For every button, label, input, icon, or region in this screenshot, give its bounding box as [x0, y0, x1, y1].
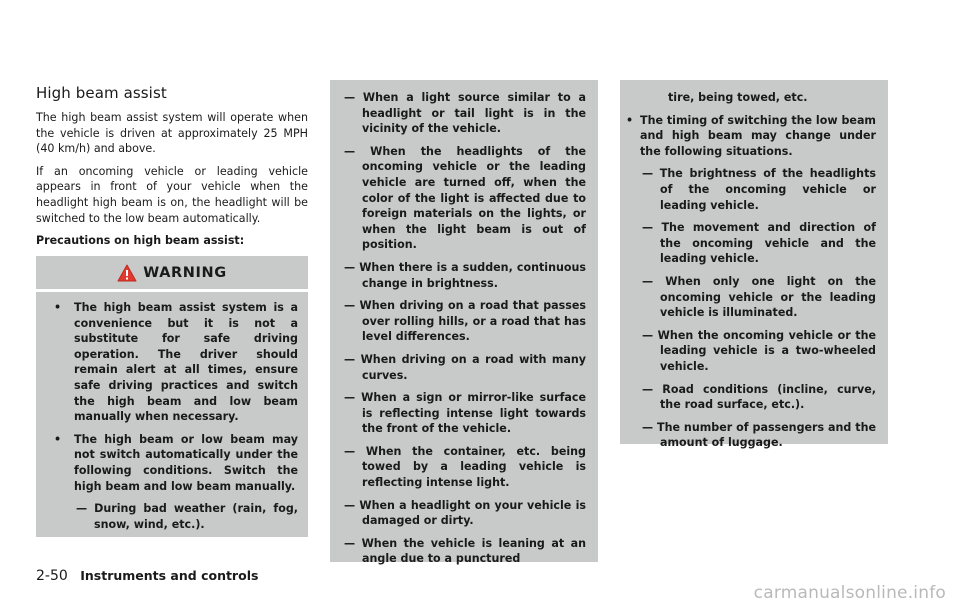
- condition-item: — When the container, etc. being towed by a leading vehicle is reflecting intense light.: [344, 444, 586, 490]
- bullet-text: The high beam or low beam may not switch automatically under the following conditions. Switch the high beam and low beam manually.: [74, 432, 298, 493]
- section-title: High beam assist: [36, 84, 167, 102]
- condition-continuation: tire, being towed, etc.: [668, 91, 808, 104]
- left-column: [36, 78, 308, 256]
- bullet-dot: •: [626, 113, 634, 127]
- bullet-text: The high beam assist system is a convenience but it is not a substitute for safe driving operation. The driver should remain alert at all times, ensure safe driving practices and switch the high beam and low beam manually when necessary.: [74, 301, 298, 424]
- page-footer: [36, 568, 258, 584]
- warning-box-col3: [620, 80, 888, 450]
- condition-item: — The number of passengers and the amount of luggage.: [642, 420, 876, 450]
- condition-item: — When the headlights of the oncoming vehicle or the leading vehicle are turned off, when the color of the light is affected due to foreign materials on the lights, or when the light beam is out of position.: [344, 144, 586, 252]
- condition-item: — When only one light on the oncoming vehicle or the leading vehicle is illuminated.: [642, 274, 876, 320]
- condition-item: — When driving on a road with many curves.: [344, 352, 586, 382]
- condition-item: — The movement and direction of the oncoming vehicle and the leading vehicle.: [642, 221, 876, 266]
- chapter-title: Instruments and controls: [80, 568, 259, 583]
- condition-item: — When the vehicle is leaning at an angle due to a punctured: [344, 536, 586, 566]
- bullet-dot: •: [54, 432, 62, 446]
- condition-item: — When a headlight on your vehicle is damaged or dirty.: [344, 498, 586, 528]
- bullet-text: The timing of switching the low beam and high beam may change under the following situations.: [640, 113, 876, 158]
- warning-triangle-icon: [117, 264, 137, 282]
- warning-label: WARNING: [143, 264, 227, 281]
- warning-bullet: [626, 113, 876, 160]
- condition-item: — When driving on a road that passes over rolling hills, or a road that has level differences.: [344, 299, 586, 344]
- warning-bullet: [54, 300, 298, 425]
- page-number: 2-50: [36, 568, 68, 584]
- warning-bullet: [54, 432, 298, 494]
- condition-item: — When a light source similar to a headlight or tail light is in the vicinity of the vehicle.: [344, 91, 586, 136]
- condition-item: — Road conditions (incline, curve, the road surface, etc.).: [642, 382, 876, 412]
- precautions-heading: Precautions on high beam assist:: [36, 234, 245, 248]
- watermark: carmanualsonline.info: [753, 583, 946, 603]
- condition-item: — During bad weather (rain, fog, snow, wind, etc.).: [76, 502, 298, 531]
- condition-item: — The brightness of the headlights of the oncoming vehicle or leading vehicle.: [642, 167, 876, 212]
- warning-header: [36, 256, 308, 289]
- warning-box-col1: [36, 292, 308, 537]
- intro-paragraph: The high beam assist system will operate when the vehicle is driven at approximately 25 MPH (40 km/h) and above.: [36, 111, 308, 156]
- condition-item: — When there is a sudden, continuous change in brightness.: [344, 260, 586, 290]
- intro-paragraph-2: If an oncoming vehicle or leading vehicle appears in front of your vehicle when the headlight high beam is on, the headlight will be switched to the low beam automatically.: [36, 164, 308, 225]
- bullet-dot: •: [54, 301, 62, 314]
- condition-item: — When the oncoming vehicle or the leading vehicle is a two-wheeled vehicle.: [642, 328, 876, 373]
- warning-box-col2: [330, 80, 598, 566]
- condition-item: — When a sign or mirror-like surface is reflecting intense light towards the front of the vehicle.: [344, 391, 586, 436]
